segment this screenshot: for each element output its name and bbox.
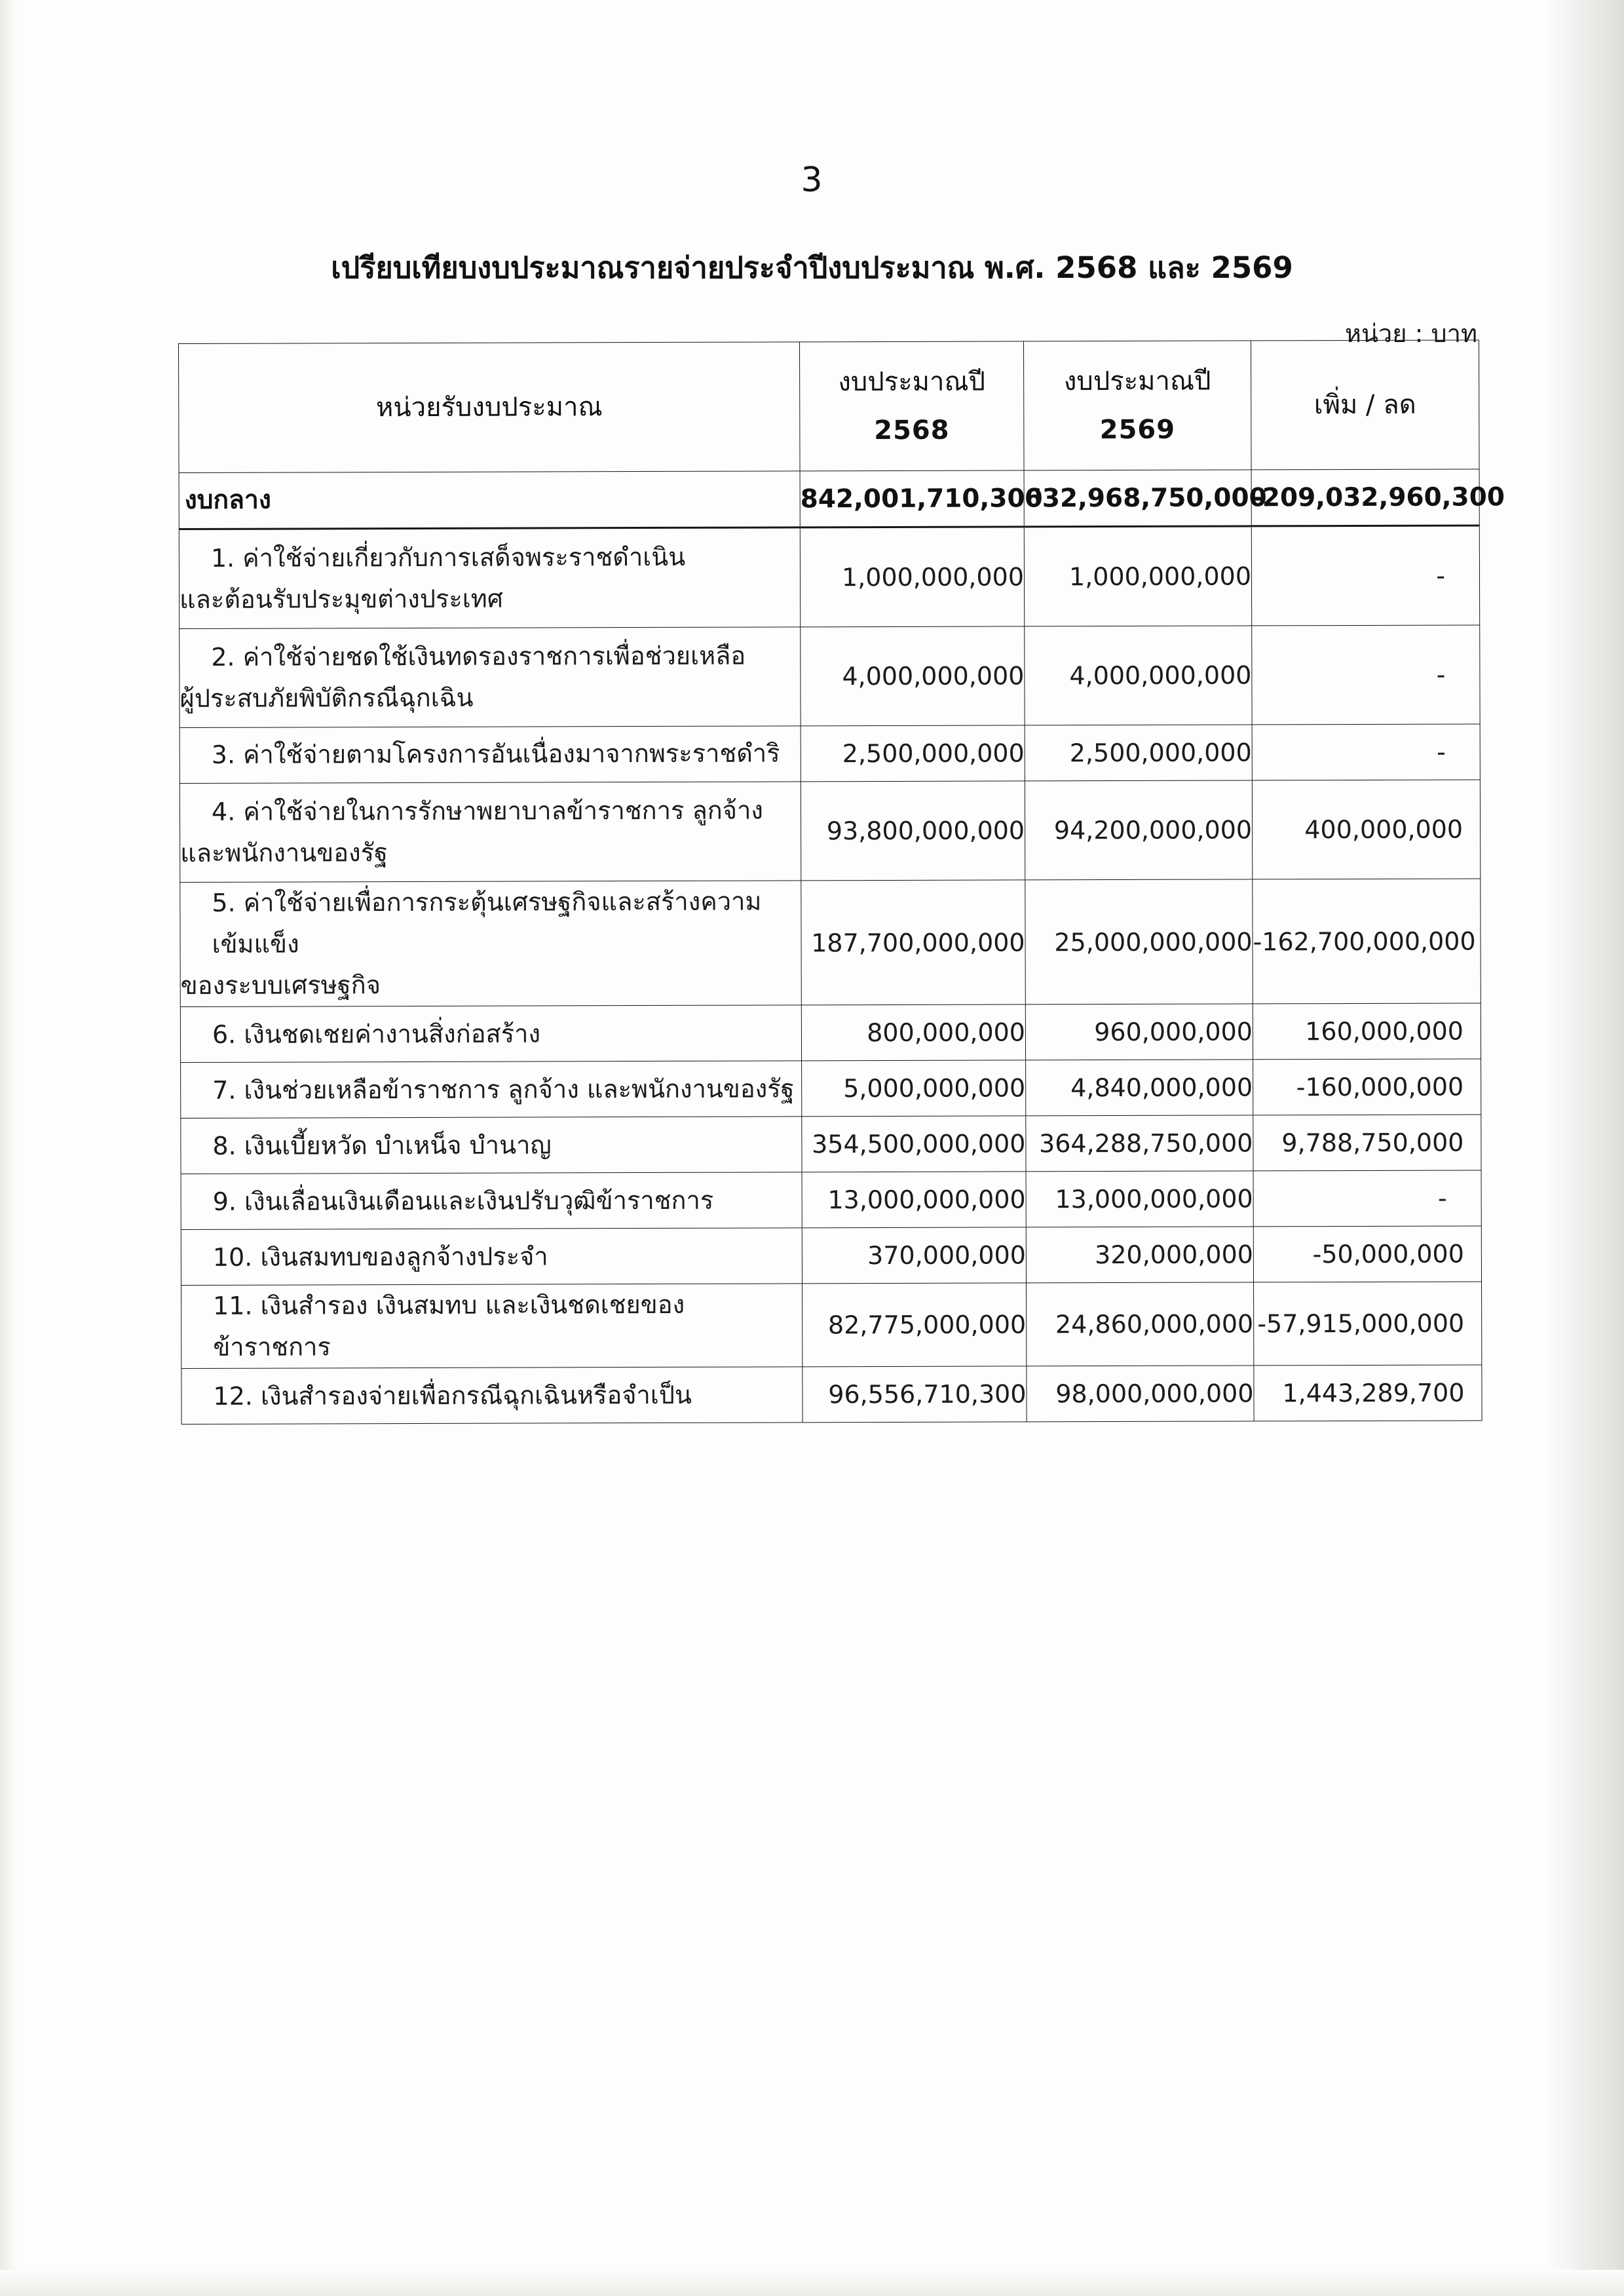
column-header-year-2569-label: งบประมาณปี [1063,366,1211,397]
total-row-2568: 842,001,710,300 [800,470,1024,527]
row-value-difference: -162,700,000,000 [1253,879,1481,1004]
row-value-2569: 25,000,000,000 [1025,879,1253,1004]
row-value-2568: 800,000,000 [801,1004,1025,1061]
row-value-2568: 4,000,000,000 [801,626,1025,726]
row-value-2569: 4,000,000,000 [1025,626,1252,725]
row-value-difference: -57,915,000,000 [1254,1282,1482,1366]
table-row [181,1365,1482,1425]
row-label [179,527,800,629]
row-value-2569: 364,288,750,000 [1026,1115,1253,1172]
row-label [179,627,801,728]
row-value-2568: 354,500,000,000 [802,1116,1026,1172]
row-value-difference: -50,000,000 [1253,1226,1481,1282]
table-row [179,780,1480,883]
row-label [181,1367,803,1425]
table-header [179,340,1480,473]
row-label-line1: 1. ค่าใช้จ่ายเกี่ยวกับการเสด็จพระราชดำเนิน [210,542,686,573]
row-label-line1: 6. เงินชดเชยค่างานสิ่งก่อสร้าง [212,1019,541,1049]
row-value-difference: 160,000,000 [1253,1003,1481,1060]
table-row [181,1170,1481,1230]
row-value-2569: 320,000,000 [1026,1227,1253,1283]
row-value-2568: 96,556,710,300 [803,1366,1027,1423]
row-value-2568: 13,000,000,000 [802,1172,1026,1228]
row-value-difference: -160,000,000 [1253,1059,1481,1115]
row-label-line1: 11. เงินสำรอง เงินสมทบ และเงินชดเชยของข้าราชการ [213,1290,685,1362]
row-label-line1: 12. เงินสำรองจ่ายเพื่อกรณีฉุกเฉินหรือจำเป็น [213,1380,692,1411]
row-value-difference: - [1253,1170,1481,1227]
column-header-year-2569 [1023,341,1251,470]
row-label [181,1117,802,1174]
row-value-difference: - [1252,724,1480,780]
row-label-line1: 10. เงินสมทบของลูกจ้างประจำ [212,1242,548,1272]
table-row [181,1282,1482,1369]
row-label [179,726,801,784]
row-label-line1: 9. เงินเลื่อนเงินเดือนและเงินปรับวุฒิข้าราชการ [212,1185,714,1216]
table-row [179,526,1479,629]
row-label [180,881,802,1007]
table-row [179,625,1480,728]
row-value-2569: 94,200,000,000 [1025,780,1252,880]
table-row [181,1115,1481,1174]
row-label [179,782,801,883]
unit-label: หน่วย : บาท [1344,319,1477,348]
column-header-year-2568-value: 2568 [874,415,950,446]
row-value-difference: - [1252,625,1480,725]
row-value-2569: 960,000,000 [1025,1004,1253,1060]
table-row [181,1226,1481,1286]
row-label-line1: 5. ค่าใช้จ่ายเพื่อการกระตุ้นเศรษฐกิจและสร้างความเข้มแข็ง [212,887,762,959]
total-row [179,469,1479,529]
row-label-line1: 7. เงินช่วยเหลือข้าราชการ ลูกจ้าง และพนักงานของรัฐ [212,1074,795,1105]
row-value-2568: 5,000,000,000 [802,1060,1026,1117]
row-value-2569: 24,860,000,000 [1027,1282,1254,1366]
table-body [179,469,1505,1425]
row-value-difference: 1,443,289,700 [1254,1365,1482,1421]
row-label-line1: 8. เงินเบี้ยหวัด บำเหน็จ บำนาญ [212,1130,552,1160]
column-header-year-2568-label: งบประมาณปี [838,366,986,398]
header-row [179,340,1480,473]
row-value-2569: 1,000,000,000 [1024,526,1251,626]
row-value-2569: 2,500,000,000 [1025,725,1252,781]
row-label [180,1005,801,1063]
row-value-difference: 400,000,000 [1252,780,1480,879]
column-header-year-2568 [799,341,1024,471]
total-row-label: งบกลาง [179,471,800,529]
row-value-2568: 187,700,000,000 [801,880,1026,1005]
total-row-2569: 632,968,750,000 [1024,470,1251,527]
column-header-year-2569-value: 2569 [1099,414,1176,446]
total-row-difference: -209,032,960,300 [1251,469,1479,526]
column-header-unit: หน่วยรับงบประมาณ [179,342,801,473]
row-label-line2: ของระบบเศรษฐกิจ [180,970,381,1001]
row-label-line1: 4. ค่าใช้จ่ายในการรักษาพยาบาลข้าราชการ ลูกจ้าง [211,795,763,826]
row-value-2568: 2,500,000,000 [801,725,1025,782]
row-value-2568: 93,800,000,000 [801,781,1025,881]
row-value-difference: 9,788,750,000 [1253,1115,1481,1171]
row-value-difference: - [1251,526,1479,626]
scan-edge-right [1545,0,1624,2296]
page-number: 3 [801,161,823,200]
table-row [180,879,1481,1007]
scan-edge-bottom [0,2270,1624,2296]
row-label-line1: 3. ค่าใช้จ่ายตามโครงการอันเนื่องมาจากพระราชดำริ [211,738,780,770]
column-header-difference: เพิ่ม / ลด [1251,340,1479,470]
row-label [181,1172,802,1230]
row-label-line2: และต้อนรับประมุขต่างประเทศ [179,584,503,614]
budget-comparison-table [178,339,1505,1425]
row-value-2568: 370,000,000 [802,1227,1026,1284]
row-value-2569: 13,000,000,000 [1026,1171,1253,1227]
row-label [181,1228,802,1286]
table-row [181,1059,1481,1119]
row-value-2568: 82,775,000,000 [803,1283,1027,1367]
row-value-2569: 98,000,000,000 [1027,1366,1254,1422]
row-value-2569: 4,840,000,000 [1026,1060,1253,1116]
row-label [181,1284,803,1369]
page-title: เปรียบเทียบงบประมาณรายจ่ายประจำปีงบประมาณ พ.ศ. 2568 และ 2569 [331,250,1293,285]
budget-table-wrapper [178,343,1505,1425]
row-value-2568: 1,000,000,000 [800,527,1024,627]
table-row [180,1003,1481,1063]
table-row [179,724,1480,784]
row-label [181,1061,802,1119]
row-label-line2: ผู้ประสบภัยพิบัติกรณีฉุกเฉิน [179,683,474,713]
row-label-line2: และพนักงานของรัฐ [180,838,388,868]
row-label-line1: 2. ค่าใช้จ่ายชดใช้เงินทดรองราชการเพื่อช่วยเหลือ [211,641,746,672]
